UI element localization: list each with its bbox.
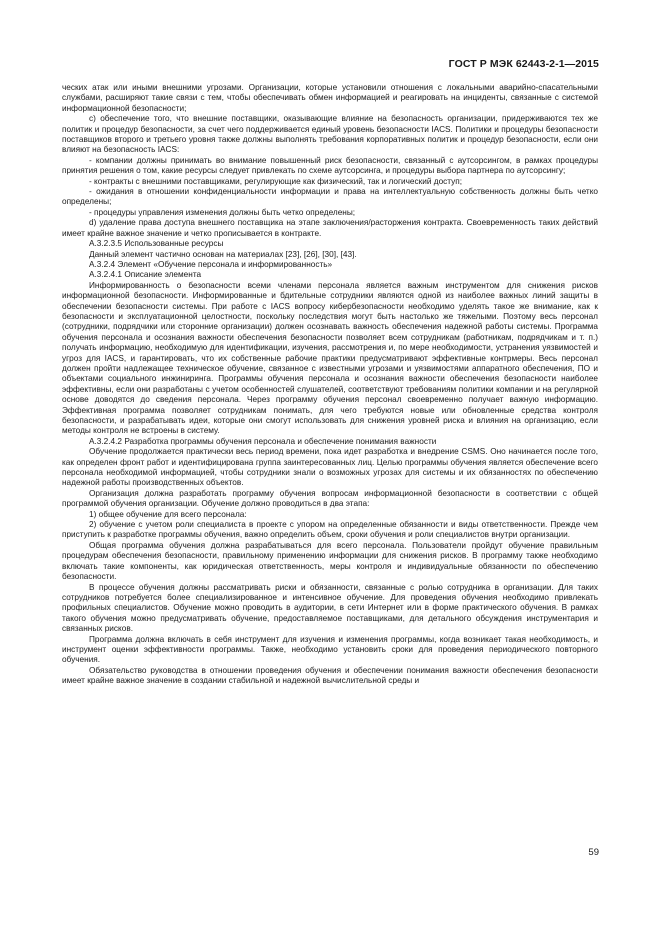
paragraph: - компании должны принимать во внимание повышенный риск безопасности, связанный с аутсорсингом, в рамках процедуры принятия решения о том, какие ресурсы следует привлекать по схеме аутсорсинга, и процедуры выбора партнера по аутсорсингу;: [62, 155, 598, 176]
paragraph: Программа должна включать в себя инструмент для изучения и изменения программы, когда возникает такая необходимость, и инструмент оценки эффективности программы. Также, необходимо установить сроки для проведения периодического повторного обучения.: [62, 634, 598, 665]
paragraph: ческих атак или иными внешними угрозами. Организации, которые установили отношения с локальными аварийно-спасательными службами, расширяют такие связи с тем, чтобы обеспечивать обмен информацией и реагировать на инциденты, связанные с системой информационной безопасности;: [62, 83, 598, 113]
paragraph: d) удаление права доступа внешнего поставщика на этапе заключения/расторжения контракта. Своевременность таких действий имеет крайне важное значение и четко прописывается в контракте.: [62, 218, 598, 238]
paragraph: В процессе обучения должны рассматривать риски и обязанности, связанные с ролью сотрудника в организации. Для таких сотрудников потребуется более специализированное и интенсивное обучение. Для проведения обучения необходимо привлекать профильных специалистов. Обучение можно проводить в аудитории, в сети Интернет или в форме практического обучения. В рамках такого обучения можно предусматривать обучение, предоставляемое поставщиками, для детального обсуждения инструментария и связанных рисков.: [62, 582, 598, 634]
paragraph: Обязательство руководства в отношении проведения обучения и обеспечении понимания важности обеспечения безопасности имеет крайне важное значение в создании стабильной и надежной вычислительной среды и: [62, 665, 598, 686]
paragraph: Организация должна разработать программу обучения вопросам информационной безопасности в соответствии с общей программой обучения организации. Обучение должно проводиться в два этапа:: [62, 488, 598, 509]
paragraph: A.3.2.4.2 Разработка программы обучения персонала и обеспечение понимания важности: [89, 436, 437, 446]
document-header: ГОСТ Р МЭК 62443-2-1—2015: [448, 58, 599, 70]
paragraph: A.3.2.3.5 Использованные ресурсы: [89, 239, 224, 249]
paragraph: - ожидания в отношении конфиденциальности информации и права на интеллектуальную собственность должны быть четко определены;: [62, 187, 598, 207]
paragraph: Обучение продолжается практически весь период времени, пока идет разработка и внедрение CSMS. Оно начинается после того, как определен фронт работ и идентифицирована группа заинтересованных лиц. Целью программы обучения является обеспечение всего персонала необходимой информацией, чтобы сотрудники знали о возможных угрозах для системы и их обязанностях по обеспечению надежной работы производственных объектов.: [62, 447, 598, 488]
paragraph: c) обеспечение того, что внешние поставщики, оказывающие влияние на безопасность организации, придерживаются тех же политик и процедур безопасности, за счет чего поддерживается единый уровень безопасности IACS. Политики и процедуры безопасности поставщиков второго и третьего уровня также должны выполнять требования корпоративных политик и процедур безопасности, если они влияют на безопасность IACS:: [62, 114, 598, 155]
paragraph: 2) обучение с учетом роли специалиста в проекте с упором на определенные обязанности и виды ответственности. Прежде чем приступить к разработке программы обучения, важно определить объем, сроки обучения и роли специалистов внутри организации.: [62, 520, 598, 540]
paragraph: A.3.2.4.1 Описание элемента: [89, 270, 202, 280]
paragraph: Данный элемент частично основан на материалах [23], [26], [30], [43].: [89, 249, 357, 259]
paragraph: - контракты с внешними поставщиками, регулирующие как физический, так и логический доступ;: [89, 176, 463, 186]
paragraph: A.3.2.4 Элемент «Обучение персонала и информированность»: [89, 259, 333, 269]
paragraph: Общая программа обучения должна разрабатываться для всего персонала. Пользователи пройдут обучение правильным процедурам обеспечения безопасности, правильному применению информации для снижения рисков. В программу также необходимо включать такие компоненты, как юридическая ответственность, меры контроля и индивидуальные обязанности по обеспечению безопасности.: [62, 540, 598, 582]
page-body: [62, 83, 598, 687]
paragraph: 1) общее обучение для всего персонала:: [89, 509, 247, 519]
paragraph: Информированность о безопасности всеми членами персонала является важным инструментом для снижения рисков информационной безопасности. Информированные и бдительные сотрудники являются одной из наиболее важных линий защиты в обеспечении безопасности системы. При работе с IACS вопросу кибербезопасности необходимо уделять такое же внимание, как к безопасности и эксплуатационной целостности, поскольку последствия могут быть настолько же тяжелыми. Поэтому весь персонал (сотрудники, подрядчики или сторонние организации) должен осознавать важность обеспечения надежной работы системы. Программа обучения персонала и осознания важности обеспечения безопасности позволяет всем сотрудникам (работникам, подрядчикам и т. п.) получать информацию, необходимую для идентификации, изучения, рассмотрения и, по мере необходимости, устранения уязвимостей и угроз для IACS, и гарантировать, что их собственные рабочие практики предусматривают эффективные контрмеры. Весь персонал должен пройти надлежащее техническое обучение, связанное с известными угрозами и уязвимостями аппаратного обеспечения, ПО и объектами социального инжиниринга. Программы обучения персонала и осознания важности обеспечения безопасности наиболее эффективны, если они разработаны с учетом особенностей слушателей, соответствуют требованиям политики компании и на регулярной основе доводятся до сведения персонала. Через программу обучения персонал своевременно получает важную информацию. Эффективная программа позволяет сотрудникам понимать, для чего требуются новые или обновленные средства контроля безопасности, и разрабатывать идеи, которые они смогут использовать для снижения уровней риска и влияния на организацию, если методы контроля не встроены в систему.: [62, 280, 598, 436]
paragraph: - процедуры управления изменения должны быть четко определены;: [89, 207, 356, 217]
page-number: 59: [588, 847, 599, 858]
